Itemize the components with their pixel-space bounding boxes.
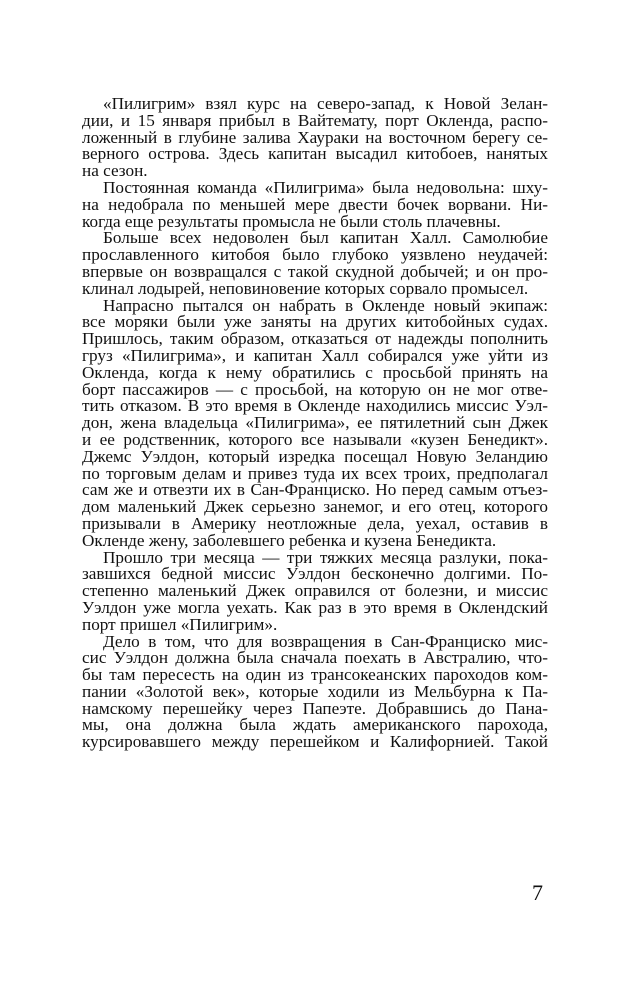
- text-line: верного острова. Здесь капитан высадил китобоев, нанятых: [82, 144, 548, 164]
- text-line: Пришлось, таким образом, отказаться от надежды пополнить: [82, 329, 548, 349]
- text-line: степенно маленький Джек оправился от болезни, и миссис: [82, 581, 548, 601]
- text-line: Напрасно пытался он набрать в Окленде новый экипаж:: [103, 295, 548, 315]
- text-line: Джемс Уэлдон, который изредка посещал Новую Зеландию: [82, 446, 548, 466]
- text-line: Окленде жену, заболевшего ребенка и кузена Бенедикта.: [82, 530, 497, 550]
- paragraph: [82, 631, 548, 752]
- text-line: Постоянная команда «Пилигрима» была недовольна: шху-: [103, 177, 548, 197]
- text-line: Окленда, когда к нему обратились с просьбой принять на: [82, 362, 548, 382]
- paragraph: [82, 547, 548, 634]
- text-line: все моряки были уже заняты на других китобойных судах.: [82, 312, 548, 332]
- text-line: призывали в Америку неотложные дела, уехал, оставив в: [82, 513, 548, 533]
- text-line: по торговым делам и привез туда их всех троих, предполагал: [82, 463, 548, 483]
- text-line: намскому перешейку через Папеэте. Добравшись до Пана-: [82, 698, 548, 718]
- text-line: борт пассажиров — с просьбой, на которую он не мог отве-: [82, 379, 548, 399]
- text-line: мы, она должна была ждать американского парохода,: [82, 715, 548, 735]
- text-line: сис Уэлдон должна была сначала поехать в Австралию, что-: [82, 648, 548, 668]
- text-line: курсировавшего между перешейком и Калифорнией. Такой: [82, 732, 548, 752]
- text-line: когда еще результаты промысла не были столь плачевны.: [82, 211, 501, 231]
- text-line: на сезон.: [82, 161, 148, 181]
- text-line: Дело в том, что для возвращения в Сан-Франциско мис-: [103, 631, 548, 651]
- text-line: Уэлдон уже могла уехать. Как раз в это время в Оклендский: [82, 597, 548, 617]
- text-line: сам же и отвезти их в Сан-Франциско. Но перед самым отъез-: [82, 480, 548, 500]
- text-line: дом маленький Джек серьезно занемог, и его отец, которого: [82, 497, 548, 517]
- text-line: Прошло три месяца — три тяжких месяца разлуки, пока-: [103, 547, 548, 567]
- text-line: впервые он возвращался с такой скудной добычей; и он про-: [82, 261, 548, 281]
- text-line: прославленного китобоя было глубоко уязвлено неудачей:: [82, 245, 548, 265]
- text-line: груз «Пилигрима», и капитан Халл собирался уже уйти из: [82, 345, 548, 365]
- page-body-text: [82, 96, 548, 751]
- text-line: бы там пересесть на один из трансокеанских пароходов ком-: [82, 665, 548, 685]
- text-line: тить отказом. В это время в Окленде находились миссис Уэл-: [82, 396, 548, 416]
- paragraph: [82, 295, 548, 550]
- paragraph: [82, 96, 548, 180]
- text-line: Больше всех недоволен был капитан Халл. Самолюбие: [103, 228, 548, 248]
- text-line: и ее родственник, которого все называли «кузен Бенедикт».: [82, 429, 548, 449]
- text-line: «Пилигрим» взял курс на северо-запад, к Новой Зелан-: [103, 94, 548, 113]
- text-line: порт пришел «Пилигрим».: [82, 614, 278, 634]
- text-line: клинал лодырей, неповиновение которых сорвало промысел.: [82, 278, 529, 298]
- text-line: на недобрала по меньшей мере двести бочек ворвани. Ни-: [82, 194, 548, 214]
- text-line: пании «Золотой век», которые ходили из Мельбурна к Па-: [82, 681, 548, 701]
- text-line: дон, жена владельца «Пилигрима», ее пятилетний сын Джек: [82, 413, 548, 433]
- paragraph: [82, 177, 548, 231]
- text-line: завшихся бедной миссис Уэлдон бесконечно долгими. По-: [82, 564, 548, 584]
- text-line: дии, и 15 января прибыл в Вайтемату, порт Окленда, распо-: [82, 110, 548, 130]
- page-number: 7: [532, 880, 543, 905]
- text-line: ложенный в глубине залива Хаураки на восточном берегу се-: [82, 127, 548, 147]
- paragraph: [82, 230, 548, 297]
